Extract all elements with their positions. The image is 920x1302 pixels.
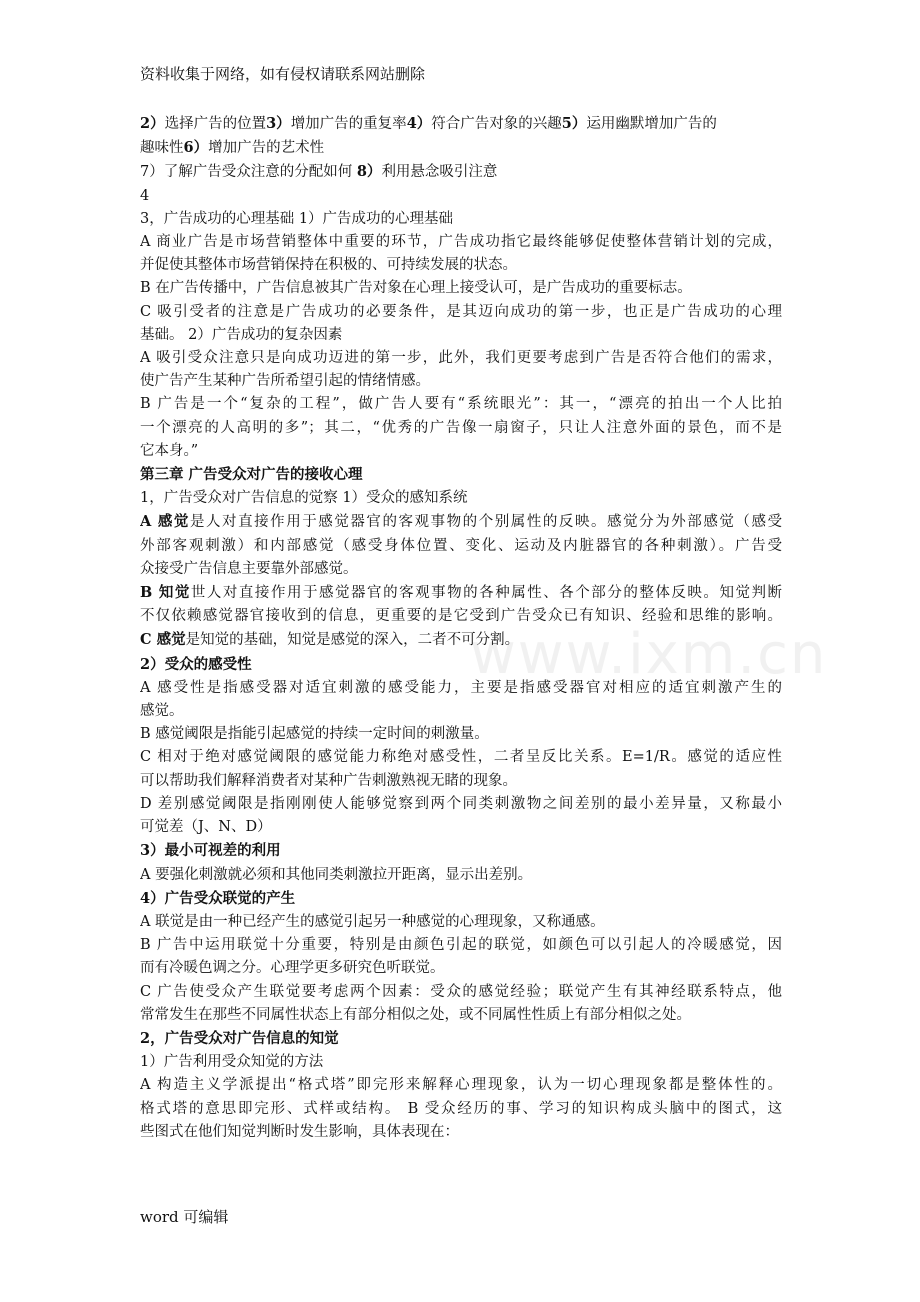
page-header: 资料收集于网络，如有侵权请联系网站删除	[140, 65, 426, 83]
text-run: 并促使其整体市场营销保持在积极的、可持续发展的状态。	[140, 257, 517, 274]
text-run: 可觉差（J、N、D）	[140, 819, 272, 836]
bold-term: 6）	[183, 139, 209, 157]
bold-term: 4）	[406, 115, 432, 132]
text-line	[140, 440, 782, 463]
text-run: 利用悬念吸引注意	[381, 164, 498, 181]
text-line	[140, 816, 782, 839]
text-run: 增加广告的艺术性	[208, 140, 325, 157]
text-line	[140, 770, 782, 793]
text-line	[140, 887, 782, 911]
text-line	[140, 723, 782, 746]
text-line	[140, 605, 782, 628]
text-line	[140, 700, 782, 723]
bold-term: 5）	[561, 115, 587, 132]
watermark: www.ixm.cn	[470, 622, 828, 687]
text-line	[140, 160, 782, 184]
text-line	[140, 347, 782, 370]
text-run: 一个漂亮的人高明的多”；其二，“优秀的广告像一扇窗子，只让人注意外面的景色，而不是	[140, 419, 782, 436]
text-line	[140, 185, 782, 208]
bold-term: 8）	[356, 163, 382, 181]
section-heading: 2）受众的感受性	[140, 655, 252, 673]
text-line	[140, 324, 782, 347]
text-line	[140, 839, 782, 863]
text-run: A 商业广告是市场营销整体中重要的环节，广告成功指它最终能够促使整体营销计划的完成，	[140, 234, 782, 251]
text-line	[140, 677, 782, 700]
text-run: 使广告产生某种广告所希望引起的情绪情感。	[140, 373, 430, 390]
text-run: 格式塔的意思即完形、式样或结构。 B 受众经历的事、学习的知识构成头脑中的图式，这	[140, 1100, 782, 1117]
text-line	[140, 911, 782, 934]
text-run: A 构造主义学派提出“格式塔”即完形来解释心理现象，认为一切心理现象都是整体性的。	[140, 1077, 782, 1094]
text-run: 7）了解广告受众注意的分配如何	[140, 164, 357, 181]
text-run: 基础。 2）广告成功的复杂因素	[140, 326, 343, 343]
text-run: 常常发生在那些不同属性状态上有部分相似之处，或不同属性性质上有部分相似之处。	[140, 1006, 691, 1023]
text-run: 众接受广告信息主要靠外部感觉。	[140, 560, 358, 577]
text-line	[140, 510, 782, 534]
text-run: 感觉。	[140, 703, 184, 720]
text-run: A 吸引受众注意只是向成功迈进的第一步，此外，我们更要考虑到广告是否符合他们的需求，	[140, 350, 782, 367]
section-heading: 第三章 广告受众对广告的接收心理	[140, 466, 363, 484]
text-run: 符合广告对象的兴趣	[431, 116, 562, 132]
text-line	[140, 393, 782, 416]
text-line	[140, 628, 782, 652]
text-line	[140, 581, 782, 605]
text-run: B 在广告传播中，广告信息被其广告对象在心理上接受认可，是广告成功的重要标志。	[140, 280, 692, 297]
text-line	[140, 301, 782, 324]
text-run: 1）广告利用受众知觉的方法	[140, 1054, 324, 1071]
text-line	[140, 1074, 782, 1097]
text-line	[140, 1121, 782, 1144]
text-line	[140, 793, 782, 816]
text-run: B 广告是一个“复杂的工程”，做广告人要有“系统眼光”：其一，“漂亮的拍出一个人比拍	[140, 396, 782, 413]
text-line	[140, 864, 782, 887]
section-heading: 4）广告受众联觉的产生	[140, 889, 296, 907]
text-line	[140, 370, 782, 393]
text-line	[140, 535, 782, 558]
text-line	[140, 653, 782, 677]
section-heading: 3）最小可视差的利用	[140, 842, 281, 860]
text-run: A 要强化刺激就必须和其他同类刺激拉开距离，显示出差别。	[140, 866, 533, 883]
text-run: 3，广告成功的心理基础 1）广告成功的心理基础	[140, 210, 454, 227]
text-run: 趣味性	[140, 140, 184, 157]
text-line	[140, 746, 782, 769]
text-line	[140, 487, 782, 510]
bold-term: A 感觉	[140, 513, 190, 531]
text-run: C 吸引受者的注意是广告成功的必要条件，是其迈向成功的第一步，也正是广告成功的心理	[140, 303, 782, 320]
text-run: 是知觉的基础，知觉是感觉的深入，二者不可分割。	[185, 632, 520, 649]
bold-term: 3）	[266, 115, 291, 132]
text-run: 可以帮助我们解释消费者对某种广告刺激熟视无睹的现象。	[140, 772, 517, 789]
text-line	[140, 463, 782, 487]
text-run: D 差别感觉阈限是指刚刚使人能够觉察到两个同类刺激物之间差别的最小差异量，又称最小	[140, 795, 782, 812]
text-line	[140, 981, 782, 1004]
text-run: 1，广告受众对广告信息的觉察 1）受众的感知系统	[140, 490, 468, 507]
text-run: C 相对于绝对感觉阈限的感觉能力称绝对感受性，二者呈反比关系。E=1/R。感觉的适应性	[140, 749, 782, 766]
text-line	[140, 231, 782, 254]
text-line	[140, 558, 782, 581]
text-run: 是人对直接作用于感觉器官的客观事物的个别属性的反映。感觉分为外部感觉（感受	[189, 514, 782, 531]
text-line	[140, 1098, 782, 1121]
bold-term: C 感觉	[140, 631, 186, 649]
page-footer: word 可编辑	[140, 1208, 229, 1226]
text-run: 世人对直接作用于感觉器官的客观事物的各种属性、各个部分的整体反映。知觉判断	[190, 585, 782, 602]
text-line	[140, 957, 782, 980]
text-run: A 感受性是指感受器对适宜刺激的感受能力，主要是指感受器官对相应的适宜刺激产生的	[140, 679, 782, 696]
text-run: B 广告中运用联觉十分重要，特别是由颜色引起的联觉，如颜色可以引起人的冷暖感觉，因	[140, 937, 782, 954]
text-run: 选择广告的位置	[164, 116, 267, 132]
text-line	[140, 1027, 782, 1051]
text-run: 运用幽默增加广告的	[586, 116, 717, 132]
text-run: 增加广告的重复率	[290, 116, 407, 132]
text-line	[140, 1004, 782, 1027]
text-run: 些图式在他们知觉判断时发生影响，具体表现在：	[140, 1123, 459, 1140]
text-run: A 联觉是由一种已经产生的感觉引起另一种感觉的心理现象，又称通感。	[140, 913, 605, 930]
text-run: 而有冷暖色调之分。心理学更多研究色听联觉。	[140, 960, 445, 977]
text-line	[140, 254, 782, 277]
text-line	[140, 934, 782, 957]
text-line	[140, 1051, 782, 1074]
text-run: 4	[140, 187, 150, 204]
text-run: 不仅依赖感觉器官接收到的信息，更重要的是它受到广告受众已有知识、经验和思维的影响。	[140, 608, 782, 625]
document-body	[140, 112, 782, 1144]
text-run: C 广告使受众产生联觉要考虑两个因素：受众的感觉经验；联觉产生有其神经联系特点，他	[140, 983, 782, 1000]
text-run: 它本身。”	[140, 442, 199, 459]
text-run: B 感觉阈限是指能引起感觉的持续一定时间的刺激量。	[140, 726, 489, 743]
text-line	[140, 112, 782, 136]
text-line	[140, 417, 782, 440]
text-line	[140, 136, 782, 160]
text-run: 外部客观刺激）和内部感觉（感受身体位置、变化、运动及内脏器官的各种刺激）。广告受	[140, 537, 782, 554]
text-line	[140, 208, 782, 231]
bold-term: 2）	[140, 115, 165, 132]
text-line	[140, 277, 782, 300]
section-heading: 2，广告受众对广告信息的知觉	[140, 1029, 339, 1047]
bold-term: B 知觉	[140, 584, 191, 602]
